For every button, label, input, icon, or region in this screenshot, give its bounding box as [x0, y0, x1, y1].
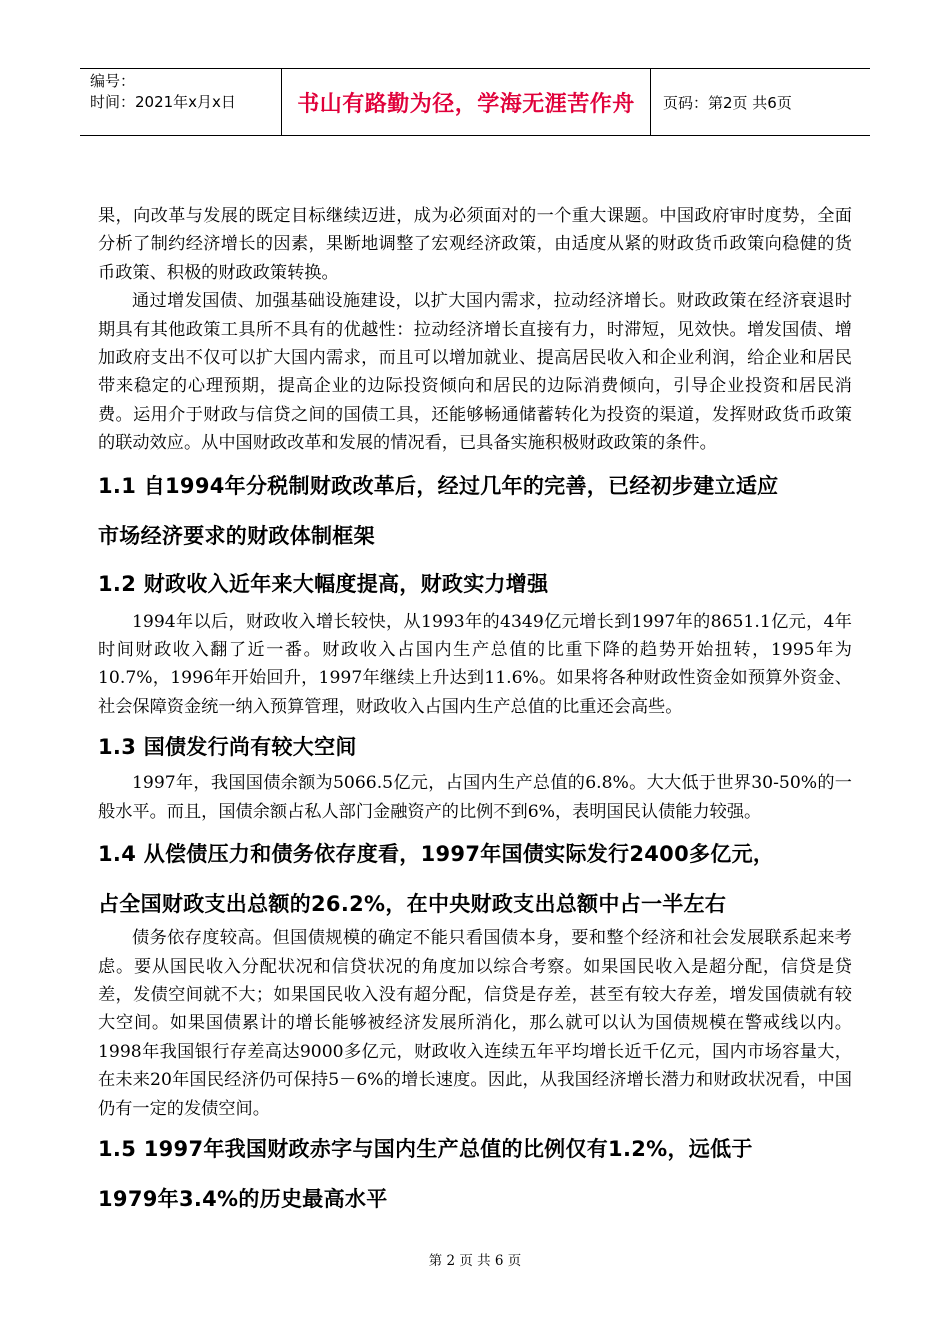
- paragraph-fiscal-policy: 通过增发国债、加强基础设施建设，以扩大国内需求，拉动经济增长。财政政策在经济衰退时期具有其他政策工具所不具有的优越性：拉动经济增长直接有力，时滞短，见效快。增发国债、增加政府支出不仅可以扩大国内需求，而且可以增加就业、提高居民收入和企业利润，给企业和居民带来稳定的心理预期，提高企业的边际投资倾向和居民的边际消费倾向，引导企业投资和居民消费。运用介于财政与信贷之间的国债工具，还能够畅通储蓄转化为投资的渠道，发挥财政货币政策的联动效应。从中国财政改革和发展的情况看，已具备实施积极财政政策的条件。: [98, 291, 852, 454]
- section-heading-1-1: 1.1 自1994年分税制财政改革后，经过几年的完善，已经初步建立适应: [98, 473, 779, 498]
- document-number-label: 编号：: [90, 72, 136, 90]
- section-heading-1-5-cont: 1979年3.4%的历史最高水平: [98, 1186, 388, 1211]
- section-heading-1-1-cont: 市场经济要求的财政体制框架: [98, 523, 375, 548]
- page-footer: 第 2 页 共 6 页: [428, 1253, 522, 1269]
- header-page-info: 页码：第2页 共6页: [663, 93, 792, 112]
- document-time-label: 时间：2021年x月x日: [90, 93, 236, 111]
- paragraph-revenue: 1994年以后，财政收入增长较快，从1993年的4349亿元增长到1997年的8651.1亿元，4年时间财政收入翻了近一番。财政收入占国内生产总值的比重下降的趋势开始扭转，1995年为10.7%，1996年开始回升，1997年继续上升达到11.6%。如果将各种财政性资金如预算外资金、社会保障资金统一纳入预算管理，财政收入占国内生产总值的比重还会高些。: [98, 611, 852, 717]
- document-body: [98, 202, 852, 1217]
- section-heading-1-4: 1.4 从偿债压力和债务依存度看，1997年国债实际发行2400多亿元，: [98, 842, 775, 867]
- paragraph-debt-balance: 1997年，我国国债余额为5066.5亿元，占国内生产总值的6.8%。大大低于世界30-50%的一般水平。而且，国债余额占私人部门金融资产的比例不到6%，表明国民认债能力较强。: [98, 773, 852, 822]
- paragraph-continuation: 果，向改革与发展的既定目标继续迈进，成为必须面对的一个重大课题。中国政府审时度势，全面分析了制约经济增长的因素，果断地调整了宏观经济政策，由适度从紧的财政货币政策向稳健的货币政策、积极的财政政策转换。: [98, 206, 852, 283]
- section-heading-1-2: 1.2 财政收入近年来大幅度提高，财政实力增强: [98, 571, 549, 596]
- paragraph-debt-dependency: 债务依存度较高。但国债规模的确定不能只看国债本身，要和整个经济和社会发展联系起来考虑。要从国民收入分配状况和信贷状况的角度加以综合考察。如果国民收入是超分配，信贷是贷差，发债空间就不大；如果国民收入没有超分配，信贷是存差，甚至有较大存差，增发国债就有较大空间。如果国债累计的增长能够被经济发展所消化，那么就可以认为国债规模在警戒线以内。1998年我国银行存差高达9000多亿元，财政收入连续五年平均增长近千亿元，国内市场容量大，在未来20年国民经济仍可保持5－6%的增长速度。因此，从我国经济增长潜力和财政状况看，中国仍有一定的发债空间。: [98, 928, 852, 1119]
- section-heading-1-3: 1.3 国债发行尚有较大空间: [98, 735, 357, 760]
- page-header: [80, 68, 870, 136]
- section-heading-1-5: 1.5 1997年我国财政赤字与国内生产总值的比例仅有1.2%，远低于: [98, 1136, 753, 1161]
- header-motto: 书山有路勤为径，学海无涯苦作舟: [282, 69, 651, 135]
- header-left-cell: [80, 69, 282, 135]
- section-heading-1-4-cont: 占全国财政支出总额的26.2%，在中央财政支出总额中占一半左右: [98, 892, 727, 917]
